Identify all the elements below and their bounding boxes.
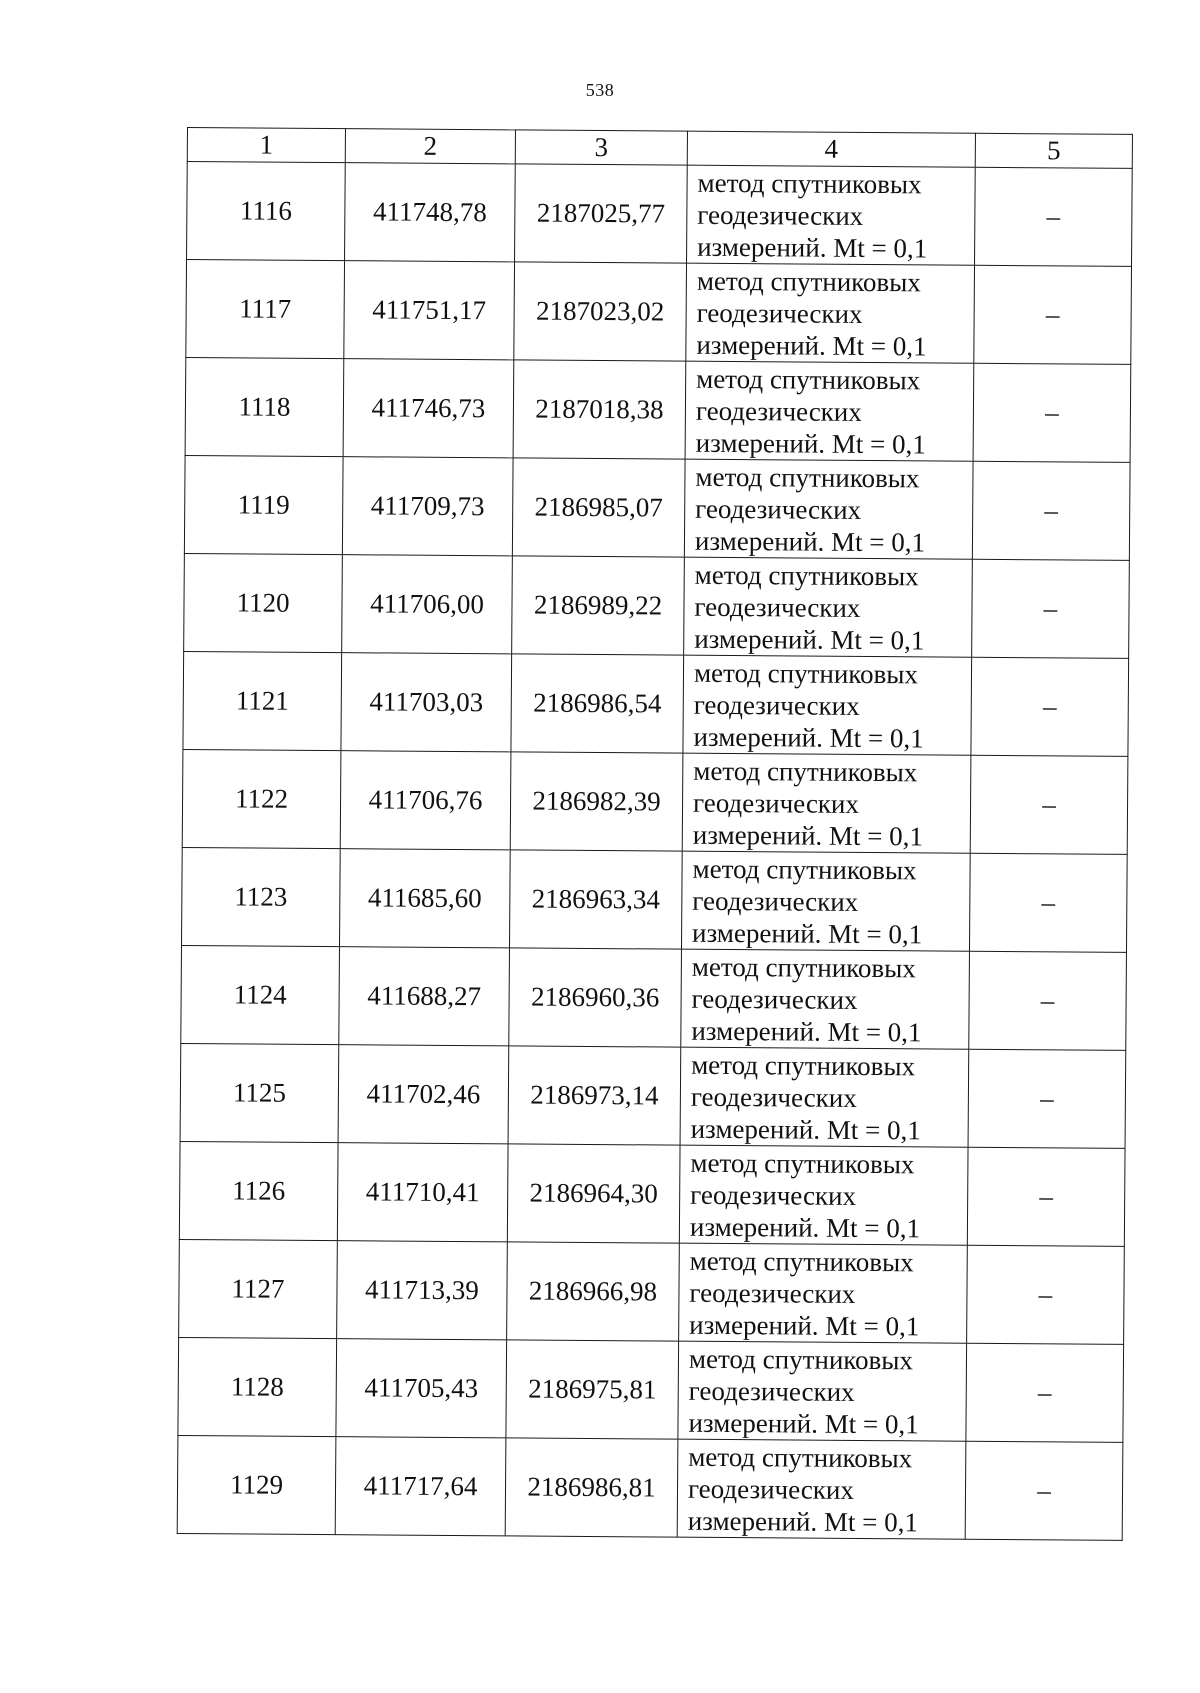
method-cell xyxy=(681,851,970,951)
method-line: измерений. Mt = 0,1 xyxy=(689,1211,921,1243)
method-line: измерений. Mt = 0,1 xyxy=(695,427,926,459)
table-row xyxy=(184,455,1130,560)
x-coordinate-cell: 411751,17 xyxy=(344,261,515,360)
table-row xyxy=(187,162,1133,267)
x-coordinate-cell: 411706,00 xyxy=(342,555,513,654)
point-number-cell: 1128 xyxy=(178,1337,337,1436)
header-col-3: 3 xyxy=(515,130,687,165)
method-line: метод спутниковых xyxy=(696,363,921,395)
method-line: геодезических xyxy=(693,689,860,721)
point-number-cell: 1129 xyxy=(177,1435,336,1534)
header-col-4: 4 xyxy=(687,131,975,167)
x-coordinate-cell: 411688,27 xyxy=(339,947,510,1046)
y-coordinate-cell: 2186966,98 xyxy=(507,1242,680,1341)
y-coordinate-cell: 2187023,02 xyxy=(514,262,687,361)
note-cell: – xyxy=(974,265,1132,364)
point-number-cell: 1123 xyxy=(182,847,341,946)
point-number-cell: 1120 xyxy=(184,553,343,652)
table-row xyxy=(178,1337,1124,1442)
method-line: измерений. Mt = 0,1 xyxy=(691,1015,922,1047)
note-cell: – xyxy=(971,657,1129,756)
method-line: геодезических xyxy=(688,1375,855,1407)
method-line: геодезических xyxy=(690,1081,857,1113)
method-line: метод спутниковых xyxy=(692,853,917,885)
table-row xyxy=(180,1043,1126,1148)
x-coordinate-cell: 411748,78 xyxy=(345,163,516,262)
y-coordinate-cell: 2186985,07 xyxy=(512,458,685,557)
method-line: геодезических xyxy=(697,199,864,231)
x-coordinate-cell: 411685,60 xyxy=(339,849,510,948)
coordinates-table xyxy=(177,127,1133,1541)
method-line: измерений. Mt = 0,1 xyxy=(692,917,923,949)
note-cell: – xyxy=(967,1245,1125,1344)
y-coordinate-cell: 2187018,38 xyxy=(513,360,686,459)
method-line: геодезических xyxy=(692,885,859,917)
x-coordinate-cell: 411702,46 xyxy=(338,1045,509,1144)
method-line: измерений. Mt = 0,1 xyxy=(694,525,926,557)
method-cell xyxy=(678,1341,967,1441)
y-coordinate-cell: 2186982,39 xyxy=(510,752,683,851)
header-col-5: 5 xyxy=(975,133,1132,168)
y-coordinate-cell: 2186964,30 xyxy=(507,1144,680,1243)
method-line: геодезических xyxy=(687,1473,855,1505)
note-cell: – xyxy=(969,853,1127,952)
table-row xyxy=(184,553,1130,658)
method-line: измерений. Mt = 0,1 xyxy=(690,1113,921,1145)
method-cell xyxy=(686,263,975,363)
note-cell: – xyxy=(973,363,1131,462)
method-line: геодезических xyxy=(692,787,860,819)
note-cell: – xyxy=(967,1147,1125,1246)
note-cell: – xyxy=(969,951,1127,1050)
note-cell: – xyxy=(968,1049,1126,1148)
method-line: измерений. Mt = 0,1 xyxy=(688,1407,919,1439)
y-coordinate-cell: 2186963,34 xyxy=(509,850,682,949)
y-coordinate-cell: 2186960,36 xyxy=(509,948,682,1047)
y-coordinate-cell: 2186986,81 xyxy=(505,1438,678,1537)
table-row xyxy=(185,357,1131,462)
method-line: метод спутниковых xyxy=(694,559,919,591)
method-line: измерений. Mt = 0,1 xyxy=(689,1309,920,1341)
note-cell: – xyxy=(965,1441,1123,1540)
method-line: метод спутниковых xyxy=(695,461,920,493)
table-body xyxy=(177,162,1132,1541)
method-cell xyxy=(679,1145,968,1245)
method-line: метод спутниковых xyxy=(688,1441,913,1473)
method-line: геодезических xyxy=(695,493,862,525)
method-cell xyxy=(679,1243,968,1343)
header-col-1: 1 xyxy=(187,128,345,163)
method-line: метод спутниковых xyxy=(697,167,922,199)
method-line: измерений. Mt = 0,1 xyxy=(687,1505,919,1537)
method-line: измерений. Mt = 0,1 xyxy=(694,623,925,655)
point-number-cell: 1127 xyxy=(179,1239,338,1338)
method-line: метод спутниковых xyxy=(691,1049,916,1081)
page-number: 538 xyxy=(585,80,615,100)
method-line: метод спутниковых xyxy=(689,1245,914,1277)
point-number-cell: 1118 xyxy=(185,357,344,456)
method-cell xyxy=(684,557,973,657)
method-cell xyxy=(685,361,974,461)
table-row xyxy=(181,945,1127,1050)
x-coordinate-cell: 411705,43 xyxy=(336,1339,507,1438)
point-number-cell: 1116 xyxy=(187,162,346,261)
method-cell xyxy=(687,165,976,265)
method-line: геодезических xyxy=(694,591,861,623)
x-coordinate-cell: 411710,41 xyxy=(337,1143,508,1242)
x-coordinate-cell: 411713,39 xyxy=(337,1241,508,1340)
header-col-2: 2 xyxy=(345,129,515,164)
table-row xyxy=(186,260,1132,365)
method-line: метод спутниковых xyxy=(696,265,921,297)
note-cell: – xyxy=(966,1343,1124,1442)
table-row xyxy=(182,749,1128,854)
method-line: геодезических xyxy=(696,297,863,329)
point-number-cell: 1117 xyxy=(186,260,345,359)
y-coordinate-cell: 2187025,77 xyxy=(515,164,688,263)
method-cell xyxy=(680,1047,969,1147)
method-line: метод спутниковых xyxy=(691,951,916,983)
method-cell xyxy=(681,949,970,1049)
point-number-cell: 1126 xyxy=(179,1141,338,1240)
method-line: геодезических xyxy=(689,1277,856,1309)
y-coordinate-cell: 2186989,22 xyxy=(512,556,685,655)
method-cell xyxy=(677,1439,966,1539)
method-line: геодезических xyxy=(691,983,858,1015)
method-line: метод спутниковых xyxy=(693,657,919,689)
table-row xyxy=(177,1435,1123,1540)
method-line: геодезических xyxy=(695,395,862,427)
x-coordinate-cell: 411706,76 xyxy=(340,751,511,850)
point-number-cell: 1124 xyxy=(181,945,340,1044)
x-coordinate-cell: 411746,73 xyxy=(343,359,514,458)
note-cell: – xyxy=(972,461,1130,560)
y-coordinate-cell: 2186986,54 xyxy=(511,654,684,753)
note-cell: – xyxy=(970,755,1128,854)
method-line: измерений. Mt = 0,1 xyxy=(697,231,928,263)
point-number-cell: 1122 xyxy=(182,749,341,848)
method-line: метод спутниковых xyxy=(688,1343,914,1375)
table-row xyxy=(183,651,1129,756)
method-line: геодезических xyxy=(690,1179,857,1211)
x-coordinate-cell: 411703,03 xyxy=(341,653,512,752)
table-row xyxy=(179,1239,1125,1344)
point-number-cell: 1121 xyxy=(183,651,342,750)
note-cell: – xyxy=(975,167,1133,266)
table-row xyxy=(179,1141,1125,1246)
method-cell xyxy=(683,655,972,755)
table-row xyxy=(182,847,1128,952)
note-cell: – xyxy=(972,559,1130,658)
method-line: измерений. Mt = 0,1 xyxy=(692,819,924,851)
method-line: метод спутниковых xyxy=(693,755,918,787)
point-number-cell: 1125 xyxy=(180,1043,339,1142)
x-coordinate-cell: 411709,73 xyxy=(342,457,513,556)
method-cell xyxy=(684,459,973,559)
x-coordinate-cell: 411717,64 xyxy=(335,1437,506,1536)
method-line: измерений. Mt = 0,1 xyxy=(696,329,927,361)
method-line: измерений. Mt = 0,1 xyxy=(693,721,924,753)
y-coordinate-cell: 2186975,81 xyxy=(506,1340,679,1439)
point-number-cell: 1119 xyxy=(184,455,343,554)
method-line: метод спутниковых xyxy=(690,1147,915,1179)
method-cell xyxy=(682,753,971,853)
y-coordinate-cell: 2186973,14 xyxy=(508,1046,681,1145)
